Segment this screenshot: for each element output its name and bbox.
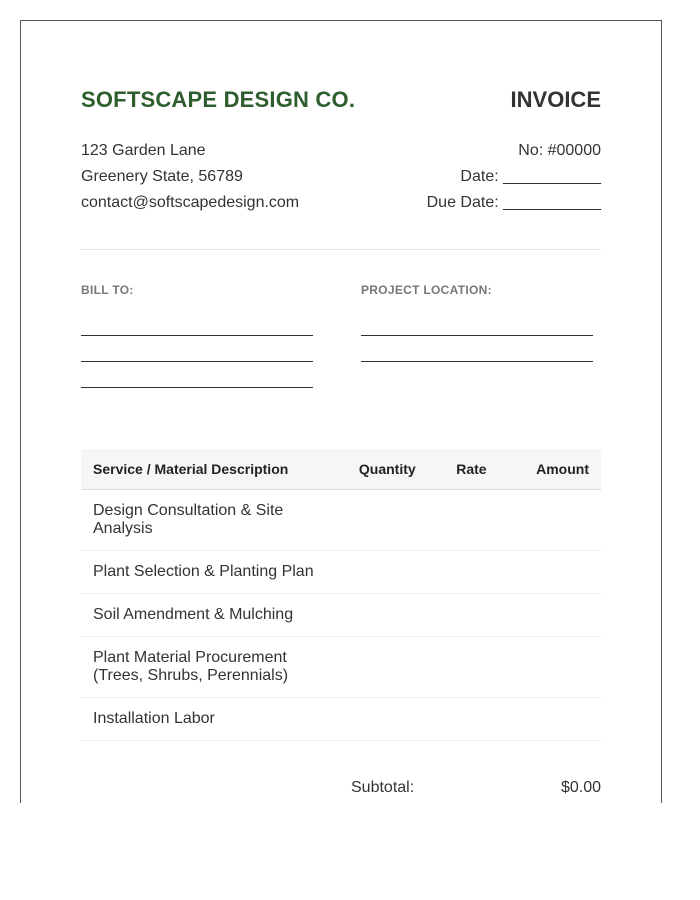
project-location-line-2[interactable] <box>361 361 593 362</box>
column-header-description: Service / Material Description <box>81 449 337 490</box>
items-table <box>81 449 601 741</box>
project-location-line-1[interactable] <box>361 335 593 336</box>
row-quantity <box>337 594 438 637</box>
invoice-due-date: Due Date: ___________ <box>426 194 601 211</box>
column-header-amount: Amount <box>505 449 601 490</box>
row-description: Soil Amendment & Mulching <box>81 594 337 637</box>
row-amount <box>505 551 601 594</box>
row-description: Plant Selection & Planting Plan <box>81 551 337 594</box>
table-header-row <box>81 449 601 490</box>
row-rate <box>438 490 506 551</box>
company-name: SOFTSCAPE DESIGN CO. <box>81 87 356 112</box>
table-row <box>81 637 601 698</box>
row-rate <box>438 551 506 594</box>
column-header-quantity: Quantity <box>337 449 438 490</box>
invoice-sheet <box>20 20 662 803</box>
bill-to-label: BILL TO: <box>81 283 134 297</box>
company-email: contact@softscapedesign.com <box>81 194 300 211</box>
address-line-2: Greenery State, 56789 <box>81 168 243 185</box>
invoice-number: No: #00000 <box>518 142 601 159</box>
table-row <box>81 698 601 741</box>
subtotal-value: $0.00 <box>560 779 601 796</box>
invoice-date: Date: ___________ <box>460 168 601 185</box>
row-description: Plant Material Procurement (Trees, Shrubs, Perennials) <box>81 637 337 698</box>
row-amount <box>505 490 601 551</box>
row-amount <box>505 698 601 741</box>
table-row <box>81 490 601 551</box>
header-divider <box>81 249 601 250</box>
address-line-1: 123 Garden Lane <box>81 142 206 159</box>
row-quantity <box>337 637 438 698</box>
row-amount <box>505 594 601 637</box>
row-amount <box>505 637 601 698</box>
bill-to-line-3[interactable] <box>81 387 313 388</box>
subtotal-label: Subtotal: <box>351 779 415 796</box>
row-rate <box>438 637 506 698</box>
project-location-label: PROJECT LOCATION: <box>361 283 492 297</box>
row-description: Design Consultation & Site Analysis <box>81 490 337 551</box>
row-rate <box>438 698 506 741</box>
row-quantity <box>337 698 438 741</box>
company-address <box>81 138 299 216</box>
table-row <box>81 594 601 637</box>
row-description: Installation Labor <box>81 698 337 741</box>
invoice-meta <box>427 138 601 216</box>
bill-to-line-1[interactable] <box>81 335 313 336</box>
bill-to-line-2[interactable] <box>81 361 313 362</box>
row-quantity <box>337 490 438 551</box>
row-quantity <box>337 551 438 594</box>
column-header-rate: Rate <box>438 449 506 490</box>
table-row <box>81 551 601 594</box>
invoice-title: INVOICE <box>510 87 601 112</box>
row-rate <box>438 594 506 637</box>
